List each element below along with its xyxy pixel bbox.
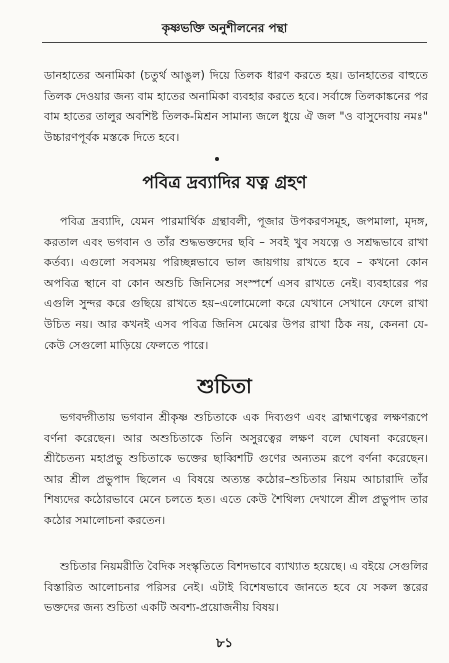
paragraph-cleanliness-1: ভগবদ্গীতায় ভগবান শ্রীকৃষ্ণ শুচিতাকে এক দিব্যগুণ এবং ব্রাহ্মণত্বের লক্ষণরূপে বর্ণনা করেছেন। আর অশুচিতাকে তিনি অসুরত্বের লক্ষণ বলে ঘোষনা করেছেন। শ্রীচৈতন্য মহাপ্রভু শুচিতাকে ভক্তের ছাব্বিশটি গুণের অন্যতম রূপে বর্ণনা করেছেন। আর শ্রীল প্রভুপাদ ছিলেন এ বিষয়ে অত্যন্ত কঠোর–শুচিতার নিয়ম আচারাদি তাঁর শিষ্যদের কঠোরভাবে মেনে চলতে হত। এতে কেউ শৈথিল্য দেখালে শ্রীল প্রভুপাদ তার কঠোর সমালোচনা করতেন। bbox=[44, 411, 428, 527]
running-header: কৃষ্ণভক্তি অনুশীলনের পন্থা bbox=[161, 21, 288, 35]
section-heading-cleanliness: শুচিতা bbox=[197, 374, 252, 398]
paragraph-cleanliness-2: শুচিতার নিয়মরীতি বৈদিক সংস্কৃতিতে বিশদভাবে ব্যাখ্যাত হয়েছে। এ বইয়ে সেগুলির বিস্তারিত আলোচনার পরিসর নেই। এটাই বিশেষভাবে জানতে হবে যে সকল স্তরের ভক্তদের জন্য শুচিতা একটি অবশ্য-প্রয়োজনীয় বিষয়। bbox=[44, 560, 428, 615]
paragraph-care: পবিত্র দ্রব্যাদি, যেমন পারমার্থিক গ্রন্থাবলী, পূজার উপকরণসমূহ, জপমালা, মৃদঙ্গ, করতাল এবং ভগবান ও তাঁর শুদ্ধভক্তদের ছবি – সবই খুব সযত্নে ও সশ্রদ্ধভাবে রাখা কর্তব্য। এগুলো সবসময় পরিচ্ছন্নভাবে ভাল জায়গায় রাখতে হবে – কখনো কোন অপবিত্র স্থানে বা কোন অশুচি জিনিসের সংস্পর্শে এসব রাখতে নেই। ব্যবহারের পর এগুলি সুন্দর করে গুছিয়ে রাখতে হয়–এলোমেলো করে যেখানে সেখানে ফেলে রাখা উচিত নয়। আর কখনই এসব পবিত্র জিনিস মেঝের উপর রাখা ঠিক নয়, কেননা যে-কেউ সেগুলো মাড়িয়ে ফেলতে পারে। bbox=[44, 215, 428, 352]
page-number: ৮১ bbox=[216, 636, 233, 651]
section-dot bbox=[215, 157, 219, 161]
paragraph-tilak: ডানহাতের অনামিকা (চতুর্থ আঙুল) দিয়ে তিলক ধারণ করতে হয়। ডানহাতের বাহুতে তিলক দেওয়ার জন্য বাম হাতের অনামিকা ব্যবহার করতে হবে। সর্বাঙ্গে তিলকাঙ্কনের পর বাম হাতের তালুর অবশিষ্ট তিলক-মিশ্রন সামান্য জলে ধুয়ে ঐ জল "ও বাসুদেবায় নমঃ" উচ্চারণপূর্বক মস্তকে দিতে হবে। bbox=[44, 69, 428, 144]
header-rule bbox=[42, 42, 427, 43]
section-heading-care: পবিত্র দ্রব্যাদির যত্ন গ্রহণ bbox=[142, 173, 307, 193]
